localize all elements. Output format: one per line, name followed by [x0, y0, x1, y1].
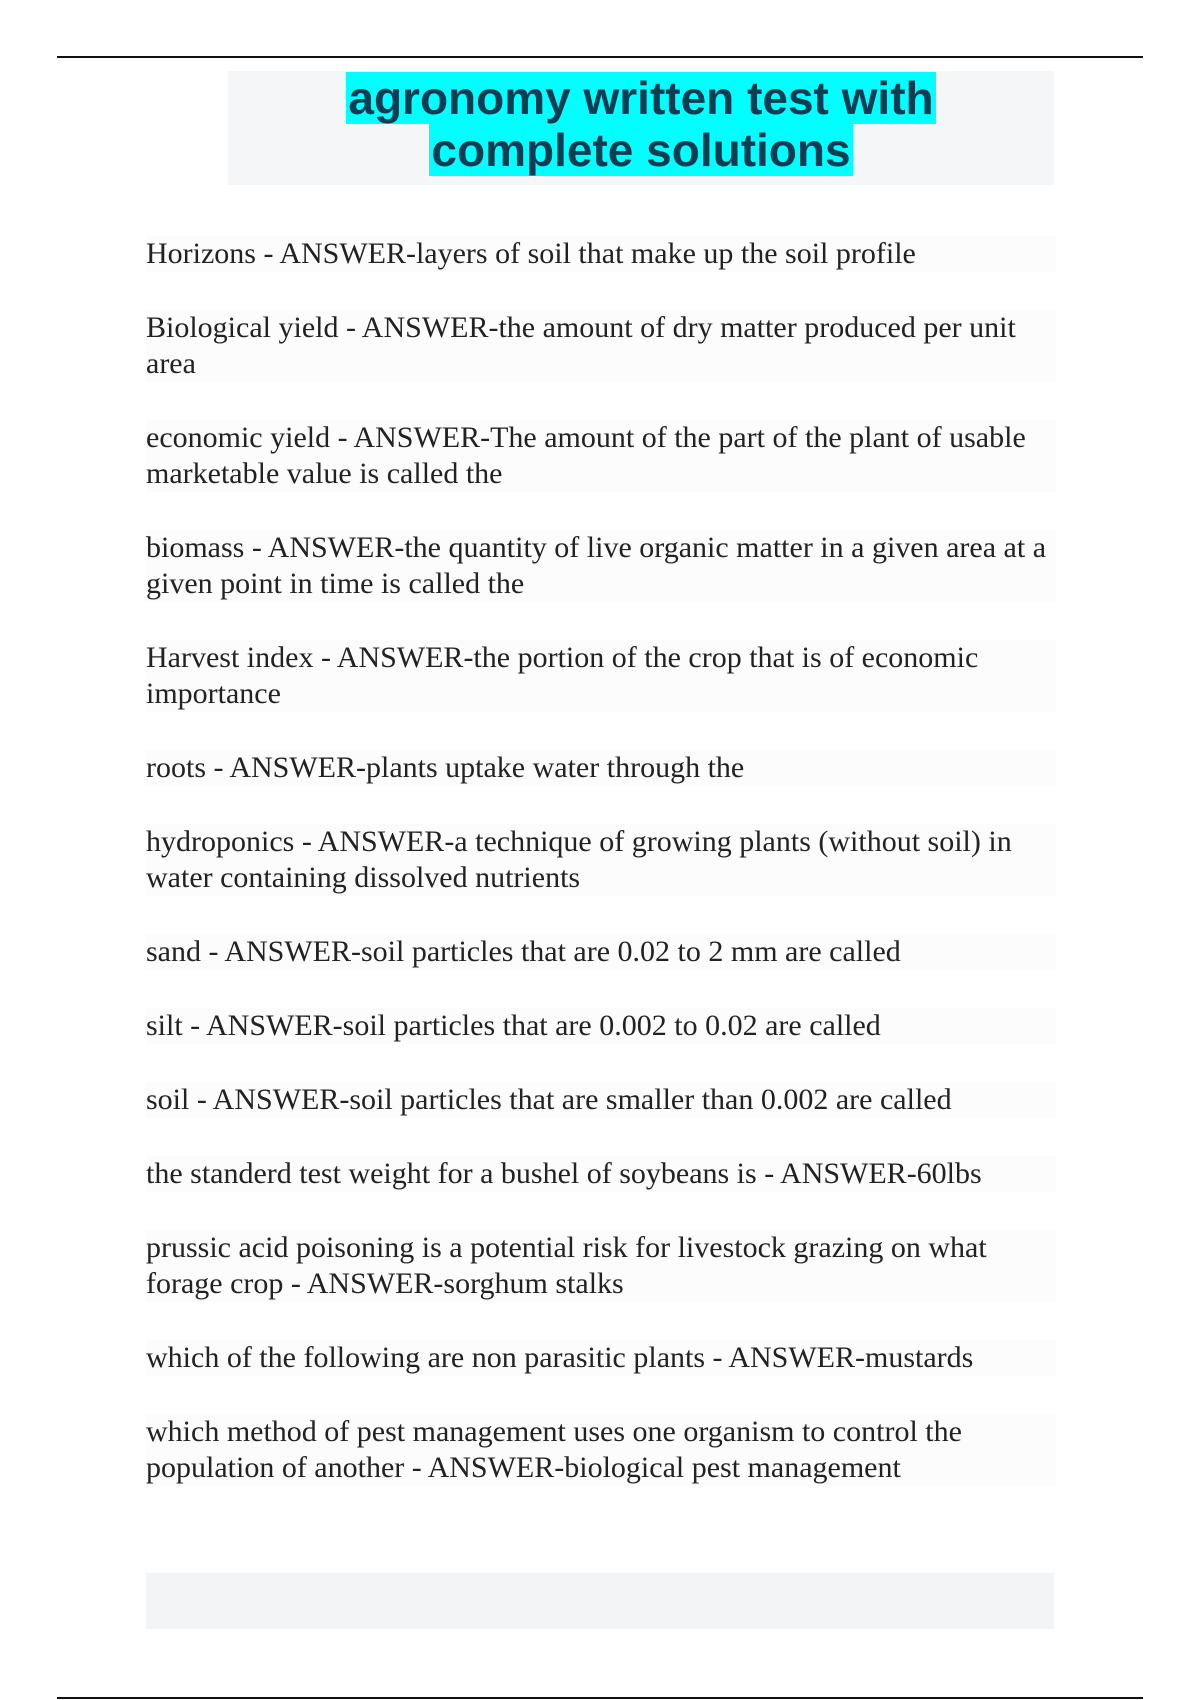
qa-item: Harvest index - ANSWER-the portion of the crop that is of economic importance: [146, 640, 1056, 712]
qa-item: soil - ANSWER-soil particles that are smaller than 0.002 are called: [146, 1082, 1056, 1118]
title-line-1: [228, 72, 1054, 124]
title-text-2: complete solutions: [431, 124, 851, 176]
qa-item: biomass - ANSWER-the quantity of live organic matter in a given area at a given point in time is called the: [146, 530, 1056, 602]
qa-item: economic yield - ANSWER-The amount of the part of the plant of usable marketable value is called the: [146, 420, 1056, 492]
bottom-rule: [57, 1697, 1143, 1699]
qa-list: [146, 236, 1056, 1524]
qa-item: hydroponics - ANSWER-a technique of growing plants (without soil) in water containing dissolved nutrients: [146, 824, 1056, 896]
title-text-1: agronomy written test with: [348, 72, 934, 124]
qa-item: sand - ANSWER-soil particles that are 0.02 to 2 mm are called: [146, 934, 1056, 970]
qa-item: Horizons - ANSWER-layers of soil that make up the soil profile: [146, 236, 1056, 272]
qa-item: which of the following are non parasitic plants - ANSWER-mustards: [146, 1340, 1056, 1376]
qa-item: prussic acid poisoning is a potential risk for livestock grazing on what forage crop - ANSWER-sorghum stalks: [146, 1230, 1056, 1302]
qa-item: silt - ANSWER-soil particles that are 0.002 to 0.02 are called: [146, 1008, 1056, 1044]
qa-item: the standerd test weight for a bushel of soybeans is - ANSWER-60lbs: [146, 1156, 1056, 1192]
qa-item: which method of pest management uses one organism to control the population of another - ANSWER-biological pest management: [146, 1414, 1056, 1486]
title-line-2: [228, 124, 1054, 176]
footer-panel: [146, 1573, 1054, 1629]
qa-item: Biological yield - ANSWER-the amount of dry matter produced per unit area: [146, 310, 1056, 382]
title-banner: [228, 71, 1054, 185]
qa-item: roots - ANSWER-plants uptake water through the: [146, 750, 1056, 786]
top-rule: [57, 56, 1143, 58]
